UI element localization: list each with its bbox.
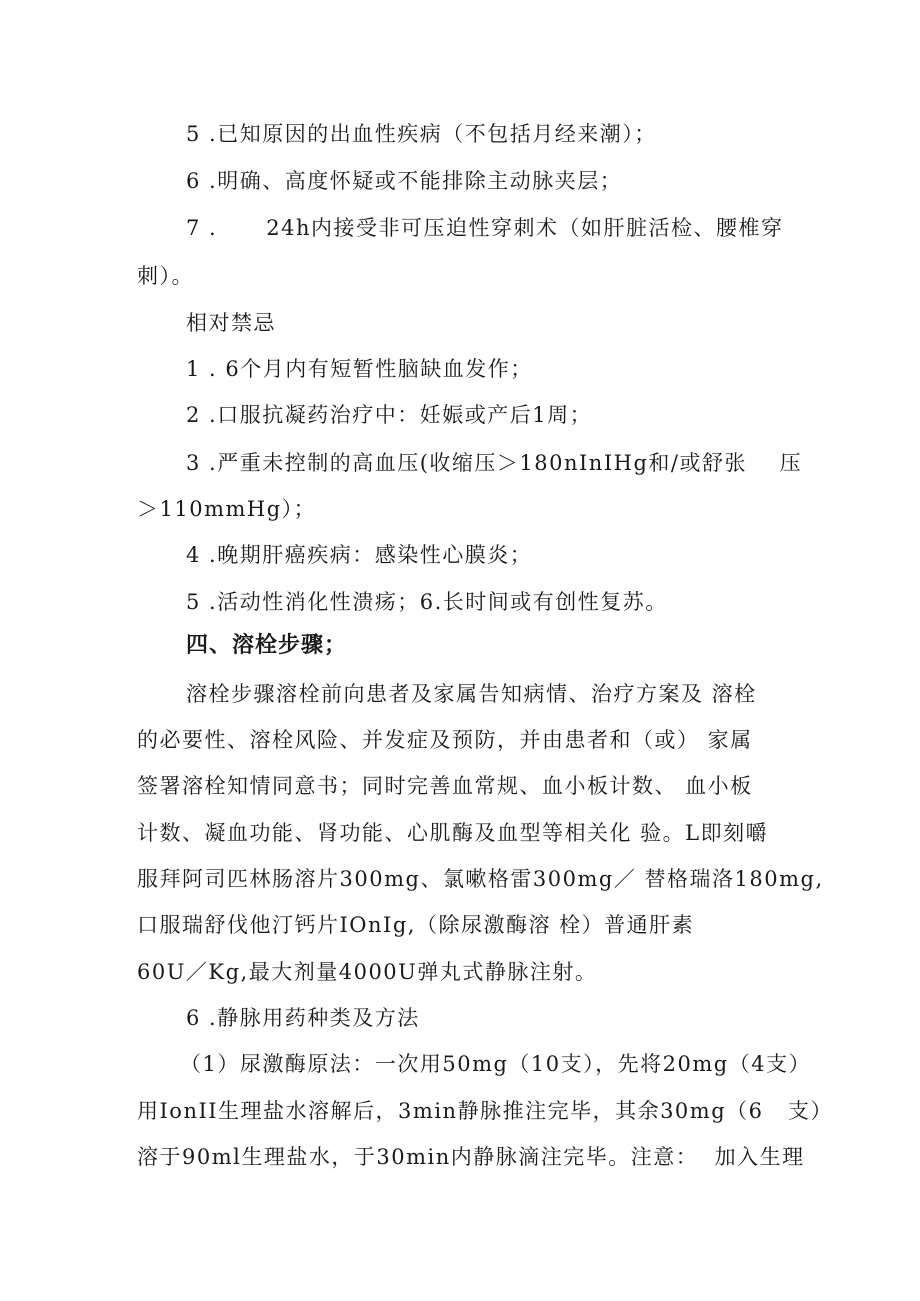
section-4-heading: 四、溶栓步骤； [186,633,348,658]
relative-item-1: 1 . 6个月内有短暂性脑缺血发作； [186,357,533,381]
relative-contraindications-title: 相对禁忌 [186,311,276,335]
urokinase-line: （1）尿激酶原法：一次用50mg（10支），先将20mg（4支） [180,1052,812,1076]
section-4-paragraph-line: 口服瑞舒伐他汀钙片IOnIg,（除尿激酶溶 栓）普通肝素 [137,913,695,937]
section-4-paragraph-line: 的必要性、溶栓风险、并发症及预防，并由患者和（或） 家属 [137,728,753,752]
absolute-item-7-line-2: 刺）。 [137,264,194,288]
relative-item-5: 5 .活动性消化性溃疡；6.长时间或有创性复苏。 [186,590,668,614]
item-6-title: 6 .静脉用药种类及方法 [186,1006,420,1030]
relative-item-3-line-1: 3 .严重未控制的高血压(收缩压＞180nInIHg和/或舒张 压 [186,451,803,475]
absolute-item-6: 6 .明确、高度怀疑或不能排除主动脉夹层； [186,169,623,193]
absolute-item-7-line-1: 7 . 24h内接受非可压迫性穿刺术（如肝脏活检、腰椎穿 [186,216,784,240]
relative-item-3-line-2: ＞110mmHg）； [137,497,317,521]
absolute-item-5: 5 .已知原因的出血性疾病（不包括月经来潮）； [186,122,657,146]
section-4-paragraph-line: 计数、凝血功能、肾功能、心肌酶及血型等相关化 验。L即刻嚼 [137,821,769,845]
section-4-paragraph-line: 服拜阿司匹林肠溶片300mg、氯嗽格雷300mg／ 替格瑞洛180mg, [137,867,824,891]
urokinase-line: 溶于90ml生理盐水，于30min内静脉滴注完毕。注意： 加入生理 [137,1145,805,1169]
relative-item-4: 4 .晚期肝癌疾病：感染性心膜炎； [186,543,533,567]
section-4-paragraph-line: 60U／Kg,最大剂量4000U弹丸式静脉注射。 [137,960,598,984]
relative-item-2: 2 .口服抗凝药治疗中：妊娠或产后1周； [186,403,593,427]
urokinase-line: 用IonII生理盐水溶解后，3min静脉推注完毕，其余30mg（6 支） [137,1099,834,1123]
section-4-paragraph-line: 签署溶栓知情同意书；同时完善血常规、血小板计数、 血小板 [137,774,753,798]
section-4-paragraph-line: 溶栓步骤溶栓前向患者及家属告知病情、治疗方案及 溶栓 [186,682,757,706]
